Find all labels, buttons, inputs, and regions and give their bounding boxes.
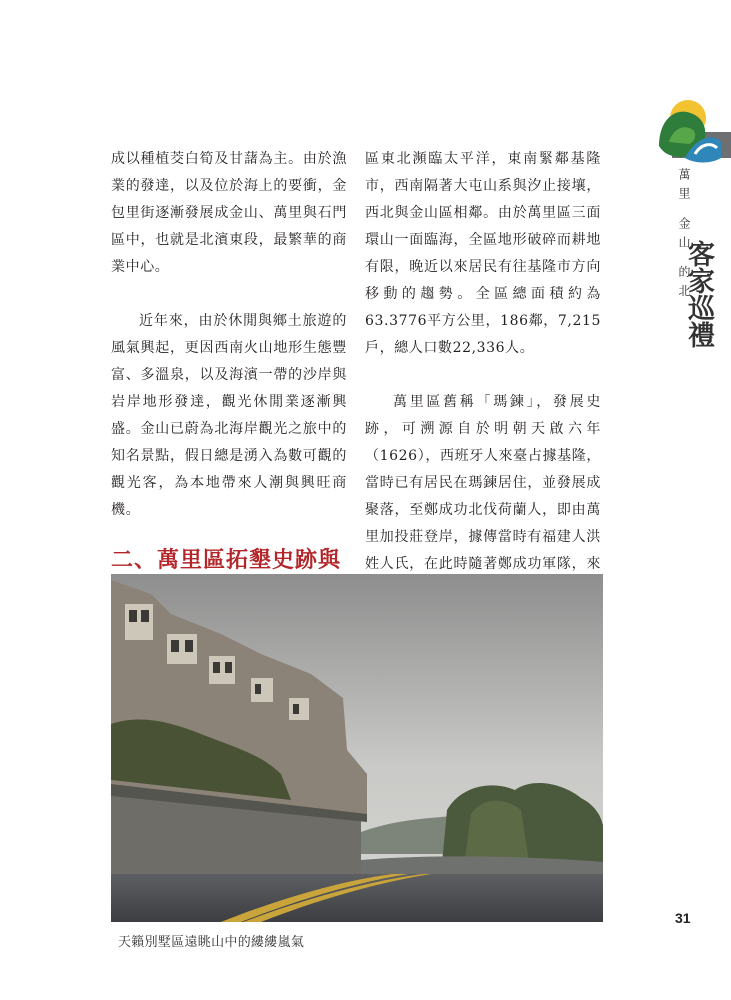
right-paragraph-1: 區東北瀕臨太平洋，東南緊鄰基隆市，西南隔著大屯山系與汐止接壤，西北與金山區相鄰。由於萬里區三面環山一面臨海，全區地形破碎而耕地有限，晚近以來居民有往基隆市方向移動的趨勢。全區總面積約為63.3776平方公里，186鄰，7,215戶，總人口數22,336人。 (365, 151, 601, 356)
sidebar-title-small: 萬里 金山 的北 (677, 168, 691, 304)
page-number: 31 (675, 910, 691, 926)
hakka-logo-icon (655, 98, 721, 166)
photo-caption: 天籟別墅區遠眺山中的縷縷嵐氣 (118, 935, 305, 950)
section-heading: 二、萬里區拓墾史跡與 (111, 548, 342, 573)
landscape-photo (111, 574, 603, 922)
left-paragraph-1: 成以種植茭白筍及甘藷為主。由於漁業的發達，以及位於海上的要衝，金包里街逐漸發展成金山、萬里與石門區中，也就是北濱東段，最繁華的商業中心。 (111, 151, 347, 275)
right-paragraph-2: 萬里區舊稱「瑪鍊」，發展史跡，可溯源自於明朝天啟六年（1626），西班牙人來臺占據基隆，當時已有居民在瑪鍊居住，並發展成聚落，至鄭成功北伐荷蘭人，即由萬里加投莊登岸，據傳當時有福建人洪姓人氏，在此時隨著鄭成功軍隊，來 (365, 394, 601, 572)
left-paragraph-2: 近年來，由於休閒與鄉土旅遊的風氣興起，更因西南火山地形生態豐富、多溫泉，以及海濱一帶的沙岸與岩岸地形發達，觀光休閒業逐漸興盛。金山已蔚為北海岸觀光之旅中的知名景點，假日總是湧入為數可觀的觀光客，為本地帶來人潮與興旺商機。 (111, 313, 347, 518)
sidebar-title-big: 客家巡禮 (683, 240, 714, 348)
